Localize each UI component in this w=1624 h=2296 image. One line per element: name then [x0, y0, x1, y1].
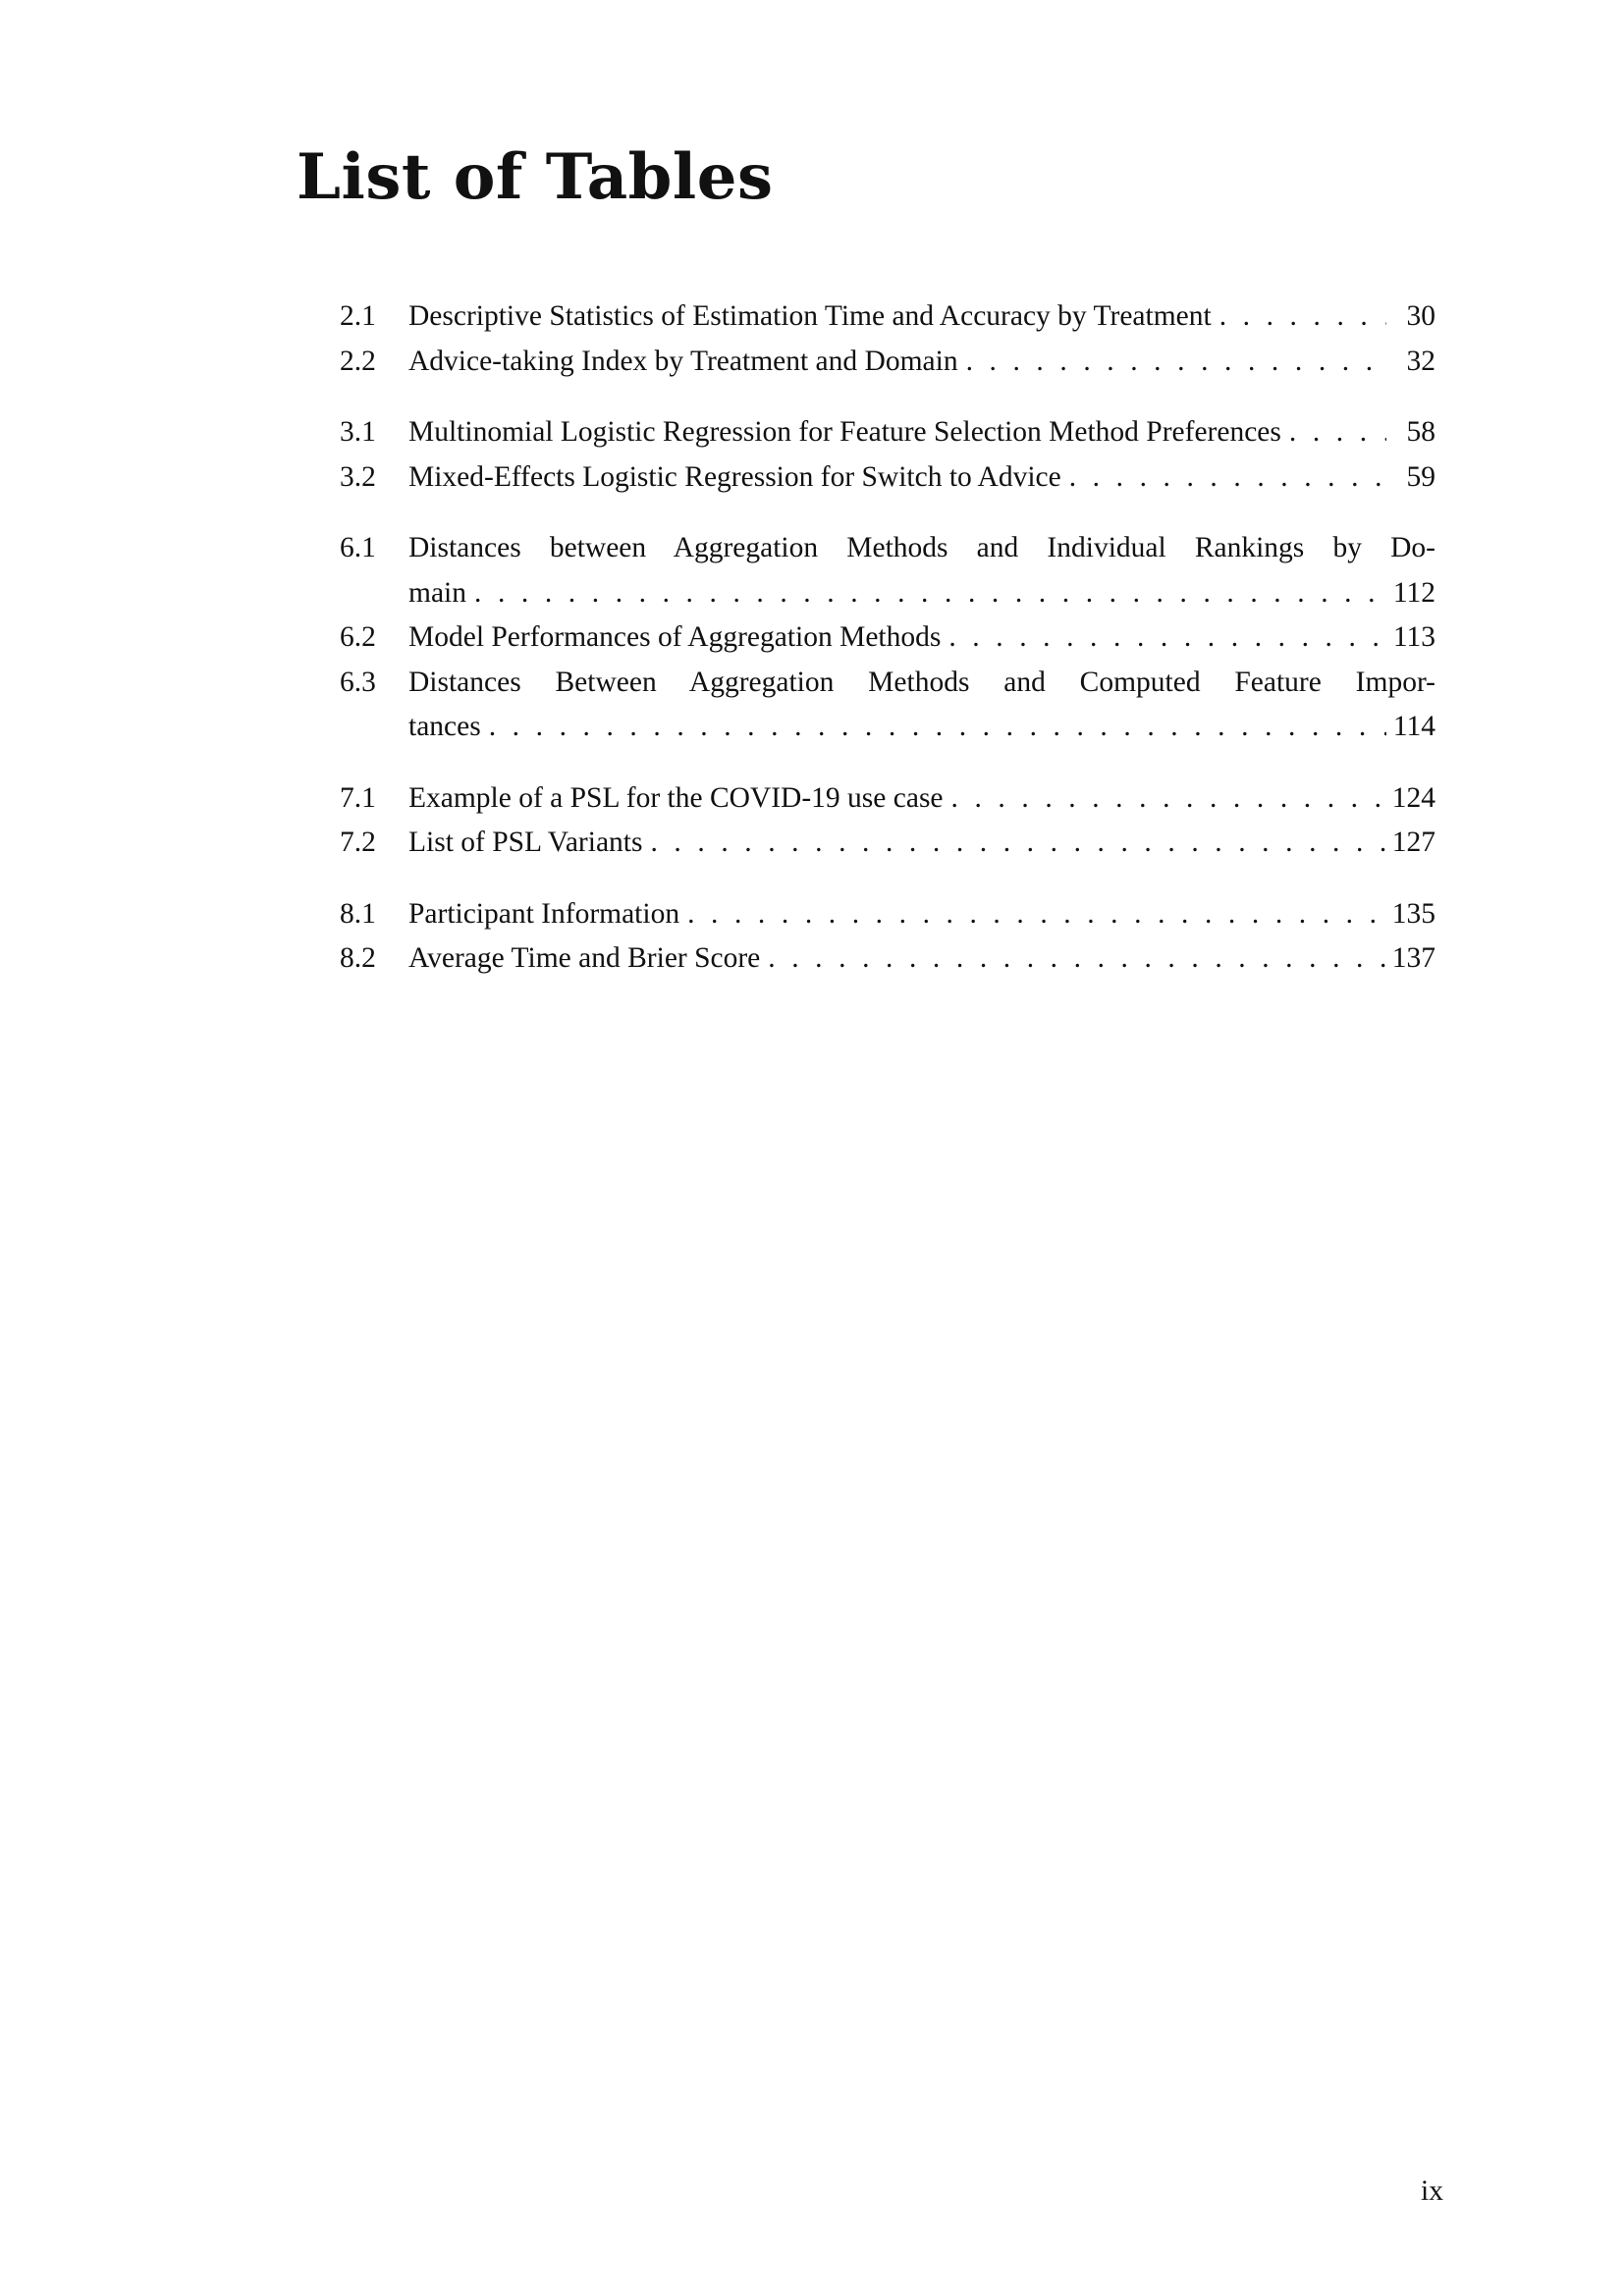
table-entry-line — [408, 410, 1435, 455]
table-caption: tances — [408, 711, 481, 742]
table-group — [340, 892, 1435, 982]
table-page-number: 59 — [1406, 460, 1435, 493]
table-entry[interactable] — [340, 776, 1435, 822]
list-of-tables — [340, 294, 1435, 1008]
table-entry[interactable] — [340, 340, 1435, 385]
table-page-number: 32 — [1406, 345, 1435, 377]
table-group — [340, 294, 1435, 384]
table-number: 7.1 — [340, 781, 376, 814]
table-number: 6.1 — [340, 532, 376, 563]
table-entry-line — [408, 705, 1435, 750]
table-number: 8.1 — [340, 897, 376, 930]
page-title: List of Tables — [297, 140, 774, 214]
dot-leader — [768, 936, 1386, 982]
table-page-number: 112 — [1392, 576, 1435, 609]
table-number: 3.1 — [340, 416, 376, 448]
dot-leader — [1219, 294, 1386, 340]
table-number: 2.1 — [340, 300, 376, 332]
table-caption: Distances Between Aggregation Methods and Computed Feature Impor- — [408, 666, 1435, 698]
dot-leader — [474, 571, 1386, 616]
table-entry[interactable] — [340, 410, 1435, 455]
table-entry-line — [408, 294, 1435, 340]
table-entry[interactable] — [340, 892, 1435, 937]
table-entry-line — [408, 661, 1435, 706]
table-entry-line — [408, 571, 1435, 616]
table-number: 8.2 — [340, 942, 376, 974]
table-caption: Model Performances of Aggregation Methods — [408, 621, 942, 653]
table-caption: Example of a PSL for the COVID-19 use case — [408, 781, 944, 814]
table-page-number: 137 — [1391, 942, 1435, 974]
table-entry-line — [408, 455, 1435, 501]
dot-leader — [1069, 455, 1386, 501]
table-number: 6.3 — [340, 666, 376, 698]
table-entry[interactable] — [340, 615, 1435, 661]
dot-leader — [650, 821, 1386, 866]
table-group — [340, 410, 1435, 500]
table-caption: Mixed-Effects Logistic Regression for Switch to Advice — [408, 460, 1061, 493]
dot-leader — [951, 776, 1386, 822]
table-page-number: 135 — [1391, 897, 1435, 930]
table-entry[interactable] — [340, 661, 1435, 750]
table-caption: Distances between Aggregation Methods and Individual Rankings by Do- — [408, 532, 1435, 563]
dot-leader — [687, 892, 1386, 937]
table-entry-line — [408, 340, 1435, 385]
table-entry[interactable] — [340, 294, 1435, 340]
table-page-number: 127 — [1391, 827, 1435, 858]
table-entry[interactable] — [340, 526, 1435, 615]
table-caption: List of PSL Variants — [408, 827, 643, 858]
table-entry-line — [408, 615, 1435, 661]
table-entry-line — [408, 892, 1435, 937]
dot-leader — [948, 615, 1386, 661]
table-entry[interactable] — [340, 936, 1435, 982]
table-page-number: 113 — [1392, 621, 1435, 653]
table-number: 3.2 — [340, 460, 376, 493]
table-caption: Descriptive Statistics of Estimation Time and Accuracy by Treatment — [408, 300, 1212, 332]
table-entry-line — [408, 776, 1435, 822]
table-page-number: 124 — [1391, 781, 1435, 814]
table-group — [340, 776, 1435, 866]
table-caption: Advice-taking Index by Treatment and Domain — [408, 345, 958, 377]
table-caption: main — [408, 576, 466, 609]
table-page-number: 30 — [1406, 300, 1435, 332]
table-group — [340, 526, 1435, 750]
table-caption: Participant Information — [408, 897, 680, 930]
table-page-number: 114 — [1392, 711, 1435, 742]
table-number: 7.2 — [340, 827, 376, 858]
table-caption: Average Time and Brier Score — [408, 942, 761, 974]
page-number: ix — [1421, 2175, 1443, 2207]
dot-leader — [489, 705, 1386, 750]
table-entry-line — [408, 526, 1435, 571]
table-entry[interactable] — [340, 821, 1435, 866]
table-entry[interactable] — [340, 455, 1435, 501]
dot-leader — [1289, 410, 1386, 455]
table-page-number: 58 — [1406, 416, 1435, 448]
dot-leader — [966, 340, 1386, 385]
table-entry-line — [408, 821, 1435, 866]
table-number: 2.2 — [340, 345, 376, 377]
table-number: 6.2 — [340, 621, 376, 653]
table-caption: Multinomial Logistic Regression for Feature Selection Method Preferences — [408, 416, 1281, 448]
table-entry-line — [408, 936, 1435, 982]
